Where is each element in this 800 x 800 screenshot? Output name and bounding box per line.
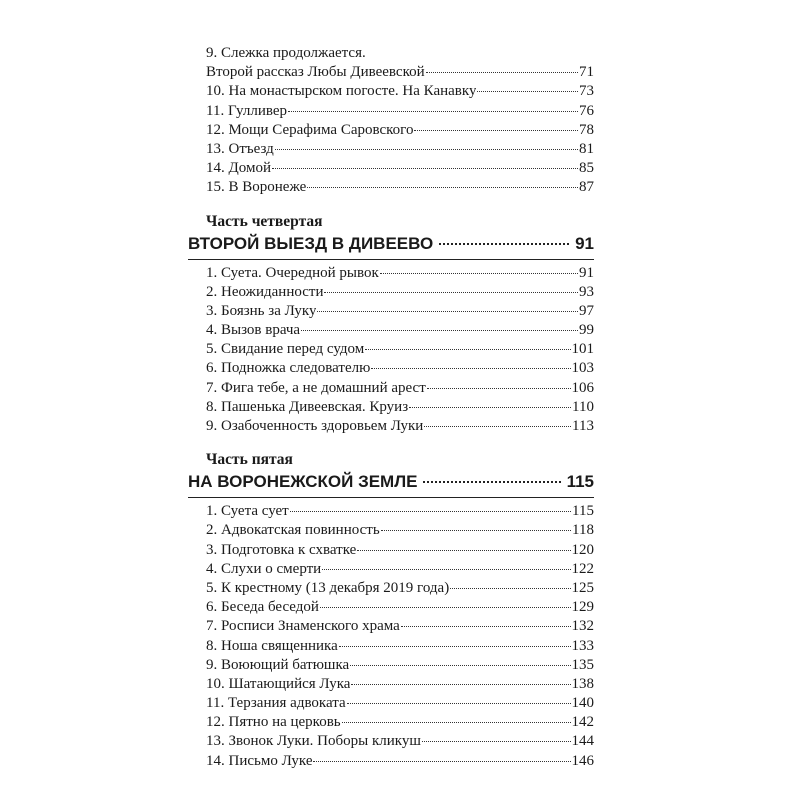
part-heading-title: НА ВОРОНЕЖСКОЙ ЗЕМЛЕ <box>188 472 418 492</box>
toc-entry-page: 110 <box>572 398 594 415</box>
toc-entry-page: 87 <box>579 179 594 196</box>
dot-leader <box>371 368 570 369</box>
toc-entry <box>206 321 594 340</box>
toc-entry-title: 7. Росписи Знаменского храма <box>206 618 400 635</box>
dot-leader <box>365 349 570 350</box>
toc-entry <box>206 159 594 178</box>
toc-entry-title: 9. Озабоченность здоровьем Луки <box>206 418 424 434</box>
toc-entry-title: 13. Отъезд <box>206 140 274 157</box>
toc-entry-page: 129 <box>571 599 594 616</box>
table-of-contents <box>188 44 594 771</box>
toc-entry <box>206 752 594 771</box>
dot-leader <box>427 388 571 389</box>
toc-entry <box>206 102 594 121</box>
dot-leader <box>317 311 578 312</box>
toc-entry <box>206 541 594 560</box>
toc-entry <box>206 598 594 617</box>
toc-entry-title: 7. Фига тебе, а не домашний арест <box>206 379 426 396</box>
part-four <box>188 212 594 437</box>
toc-entry-page: 78 <box>579 121 594 138</box>
dot-leader <box>422 741 571 742</box>
toc-entry-title: 1. Суета. Очередной рывок <box>206 264 379 281</box>
toc-entry-title: 15. В Воронеже <box>206 179 307 196</box>
toc-entry-page: 76 <box>579 102 594 119</box>
dot-leader <box>313 761 570 762</box>
part-heading-page: 91 <box>575 233 594 253</box>
toc-entry-title: 3. Боязнь за Луку <box>206 302 317 319</box>
toc-entry <box>206 637 594 656</box>
toc-entry-page: 99 <box>579 322 594 339</box>
toc-entry-title: 12. Мощи Серафима Саровского <box>206 121 414 138</box>
toc-entry-page: 101 <box>571 341 594 358</box>
toc-entry-title: 8. Ноша священника <box>206 637 338 654</box>
toc-entry-page: 135 <box>571 656 594 673</box>
toc-entry <box>206 121 594 140</box>
toc-entry <box>206 417 594 436</box>
toc-entry-page: 120 <box>571 541 594 558</box>
toc-entry <box>206 398 594 417</box>
toc-entry <box>206 675 594 694</box>
part-heading-title: ВТОРОЙ ВЫЕЗД В ДИВЕЕВО <box>188 233 434 253</box>
toc-entry-page: 85 <box>579 160 594 177</box>
toc-entry-title: 10. На монастырском погосте. На Канавку <box>206 83 477 100</box>
dot-leader <box>288 111 578 112</box>
toc-entry-page: 146 <box>571 752 594 769</box>
toc-entry-title: 14. Письмо Луке <box>206 752 313 769</box>
dot-leader <box>272 168 578 169</box>
toc-entry-page: 97 <box>579 302 594 319</box>
toc-entry <box>206 82 594 101</box>
toc-entry-title: 10. Шатающийся Лука <box>206 675 351 692</box>
toc-entry <box>206 521 594 540</box>
toc-entry-title: 12. Пятно на церковь <box>206 714 341 731</box>
toc-entry-title: 9. Воюющий батюшка <box>206 656 350 673</box>
dot-leader <box>347 703 571 704</box>
dot-leader <box>342 722 571 723</box>
toc-entry-title: 6. Беседа беседой <box>206 599 319 616</box>
dot-leader <box>324 292 578 293</box>
dot-leader <box>290 511 571 512</box>
toc-entry-title: 8. Пашенька Дивеевская. Круиз <box>206 398 409 415</box>
toc-entry-page: 125 <box>571 579 594 596</box>
dot-leader <box>380 273 578 274</box>
toc-entry-title: 3. Подготовка к схватке <box>206 541 357 558</box>
toc-entry <box>206 713 594 732</box>
dot-leader <box>351 684 570 685</box>
toc-entry-title: 5. Свидание перед судом <box>206 341 365 358</box>
dot-leader <box>426 72 578 73</box>
toc-entry-title: 11. Гулливер <box>206 102 288 119</box>
toc-entry <box>206 63 594 82</box>
dot-leader <box>414 130 578 131</box>
dot-leader <box>381 530 571 531</box>
toc-entry-title: 4. Слухи о смерти <box>206 560 322 577</box>
toc-entry <box>206 560 594 579</box>
dot-leader <box>320 607 571 608</box>
dot-leader <box>423 481 560 483</box>
toc-entry <box>206 359 594 378</box>
toc-entry-title: 4. Вызов врача <box>206 322 301 339</box>
toc-entry <box>206 656 594 675</box>
toc-entry-title: 2. Адвокатская повинность <box>206 522 380 539</box>
toc-entry <box>206 617 594 636</box>
toc-entry <box>206 379 594 398</box>
part-heading <box>188 231 594 260</box>
toc-entry-page: 118 <box>572 522 594 539</box>
toc-entry <box>206 694 594 713</box>
part-heading <box>188 469 594 498</box>
toc-entry <box>206 302 594 321</box>
dot-leader <box>409 407 571 408</box>
toc-entry <box>206 502 594 521</box>
toc-entry <box>206 178 594 197</box>
dot-leader <box>275 149 578 150</box>
dot-leader <box>439 243 569 245</box>
toc-entry <box>206 44 594 63</box>
toc-entry-page: 132 <box>571 618 594 635</box>
toc-entry <box>206 283 594 302</box>
toc-entry-page: 93 <box>579 283 594 300</box>
toc-entry-page: 142 <box>571 714 594 731</box>
dot-leader <box>350 665 570 666</box>
dot-leader <box>357 550 570 551</box>
toc-entry-page: 115 <box>572 503 594 520</box>
toc-entry-page: 140 <box>571 695 594 712</box>
toc-entry-title: Второй рассказ Любы Дивеевской <box>206 64 425 81</box>
toc-entry-title: 14. Домой <box>206 160 271 177</box>
dot-leader <box>307 187 578 188</box>
toc-entry-title: 2. Неожиданности <box>206 283 324 300</box>
dot-leader <box>322 569 570 570</box>
toc-entry-title: 1. Суета сует <box>206 503 289 520</box>
dot-leader <box>424 426 571 427</box>
toc-entry <box>206 340 594 359</box>
toc-entry-page: 133 <box>571 637 594 654</box>
toc-entry-page: 122 <box>571 560 594 577</box>
toc-entry-title: 9. Слежка продолжается. <box>206 45 366 61</box>
toc-entry-page: 91 <box>579 264 594 281</box>
toc-entry <box>206 732 594 751</box>
toc-entry <box>206 579 594 598</box>
top-entries <box>206 44 594 198</box>
part-label: Часть четвертая <box>206 212 323 230</box>
toc-entry-title: 11. Терзания адвоката <box>206 695 346 712</box>
toc-entry-page: 103 <box>571 360 594 377</box>
dot-leader <box>477 91 578 92</box>
part-heading-page: 115 <box>566 472 594 492</box>
toc-entry-page: 73 <box>579 83 594 100</box>
dot-leader <box>450 588 570 589</box>
toc-entry-page: 138 <box>571 675 594 692</box>
dot-leader <box>401 626 571 627</box>
part-label: Часть пятая <box>206 451 293 469</box>
toc-entry-page: 106 <box>571 379 594 396</box>
toc-entry-title: 6. Подножка следователю <box>206 360 371 377</box>
toc-entry-title: 5. К крестному (13 декабря 2019 года) <box>206 579 450 596</box>
toc-entry-title: 13. Звонок Луки. Поборы кликуш <box>206 733 421 750</box>
toc-entry <box>206 264 594 283</box>
toc-entry-page: 144 <box>571 733 594 750</box>
toc-entry-page: 81 <box>579 140 594 157</box>
toc-entry <box>206 140 594 159</box>
dot-leader <box>301 330 578 331</box>
toc-entry-page: 113 <box>572 418 594 434</box>
dot-leader <box>339 646 571 647</box>
toc-entry-page: 71 <box>579 64 594 81</box>
part-five <box>188 450 594 771</box>
